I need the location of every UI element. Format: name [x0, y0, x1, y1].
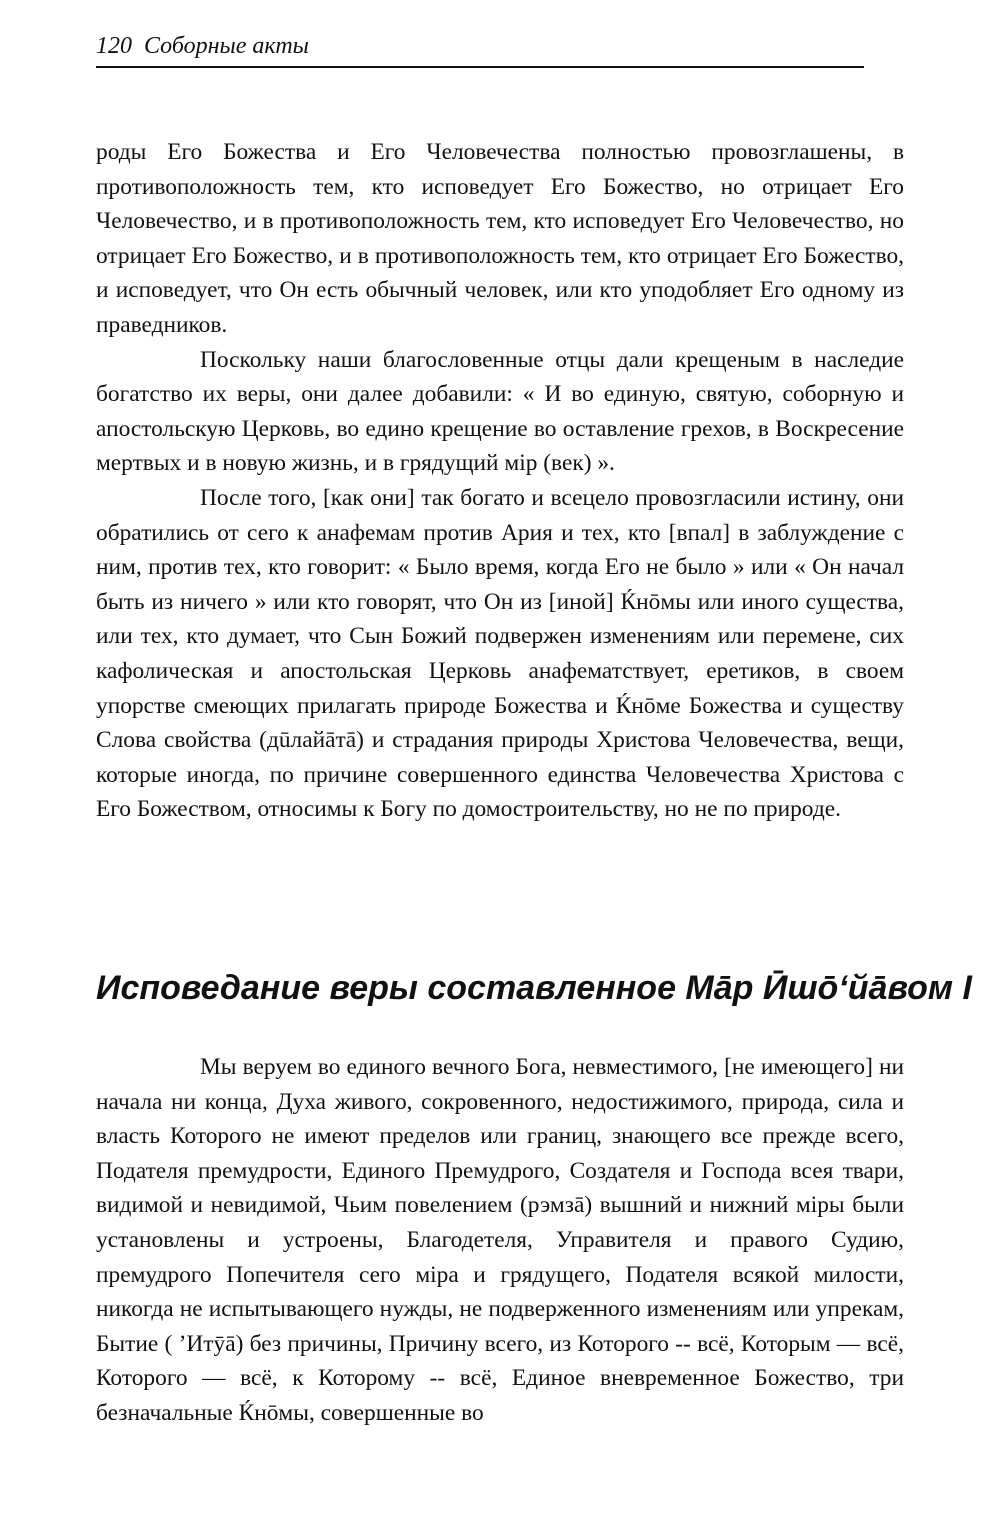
page-number: 120 — [96, 33, 132, 59]
running-head-title: Соборные акты — [144, 33, 309, 59]
section-1-body — [96, 135, 904, 827]
paragraph: роды Его Божества и Его Человечества полностью провозглашены, в противоположность тем, кто исповедует Его Божество, но отрицает Его Человечество, и в противоположность тем, кто исповедует Его Человечество, но отрицает Его Божество, и в противоположность тем, кто отрицает Его Божество, и исповедует, что Он есть обычный человек, или кто уподобляет Его одному из праведников. — [96, 139, 904, 338]
paragraph: Поскольку наши благословенные отцы дали крещеным в наследие богатство их веры, они далее добавили: « И во единую, святую, соборную и апостольскую Церковь, во едино крещение во оставление грехов, в Воскресение мертвых и в новую жизнь, и в грядущий мір (век) ». — [96, 346, 904, 477]
paragraph: После того, [как они] так богато и всецело провозгласили истину, они обратились от сего к анафемам против Ария и тех, кто [впал] в заблуждение с ним, против тех, кто говорит: « Было время, когда Его не было » или « Он начал быть из ничего » или кто говорят, что Он из [иной] Ќнōмы или иного существа, или тех, кто думает, что Сын Божий подвержен изменениям или перемене, сих кафолическая и апостольская Церковь анафематствует, еретиков, в своем упорстве смеющих прилагать природе Божества и Ќнōме Божества и существу Слова свойства (дūлайāтā) и страдания природы Христова Человечества, вещи, которые иногда, по причине совершенного единства Человечества Христова с Его Божеством, относимы к Богу по домостроительству, но не по природе. — [96, 484, 904, 823]
running-head — [96, 30, 864, 68]
section-2-body — [96, 1050, 904, 1431]
paragraph: Мы веруем во единого вечного Бога, невместимого, [не имеющего] ни начала ни конца, Духа живого, сокровенного, недостижимого, природа, сила и власть Которого не имеют пределов или границ, знающего все прежде всего, Подателя премудрости, Единого Премудрого, Создателя и Господа всея твари, видимой и невидимой, Чьим повелением (рэмзā) вышний и нижний міры были установлены и устроены, Благодетеля, Управителя и правого Судию, премудрого Попечителя сего міра и грядущего, Подателя всякой милости, никогда не испытывающего нужды, не подверженного изменениям или упрекам, Бытие ( ’Итӯā) без причины, Причину всего, из Которого -- всё, Которым — всё, Которого — всё, к Которому -- всё, Единое вневременное Божество, три безначальные Ќнōмы, совершенные во — [96, 1054, 904, 1426]
section-heading: Исповедание веры составленное Мāр Ӣшō‘йāвом I — [96, 969, 972, 1007]
